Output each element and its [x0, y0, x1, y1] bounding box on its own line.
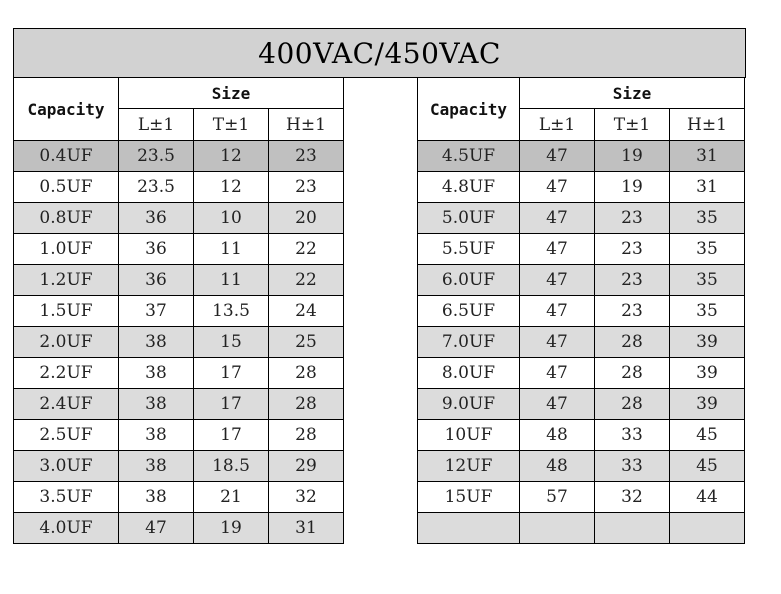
table-row — [418, 327, 745, 358]
table-row — [418, 358, 745, 389]
h-cell: 22 — [269, 265, 344, 296]
size-header: Size — [520, 78, 745, 109]
table-row — [14, 265, 344, 296]
l-cell: 47 — [520, 172, 595, 203]
table-row — [14, 513, 344, 544]
l-cell: 47 — [520, 203, 595, 234]
capacity-cell: 4.0UF — [14, 513, 119, 544]
l-header: L±1 — [520, 109, 595, 141]
capacity-cell: 8.0UF — [418, 358, 520, 389]
t-cell: 18.5 — [194, 451, 269, 482]
capacity-cell: 2.0UF — [14, 327, 119, 358]
capacity-cell: 2.5UF — [14, 420, 119, 451]
t-cell: 10 — [194, 203, 269, 234]
l-cell: 48 — [520, 451, 595, 482]
capacity-cell: 7.0UF — [418, 327, 520, 358]
t-cell: 19 — [595, 172, 670, 203]
capacity-cell: 2.2UF — [14, 358, 119, 389]
l-cell: 23.5 — [119, 141, 194, 172]
table-row — [418, 234, 745, 265]
l-cell: 38 — [119, 327, 194, 358]
l-cell: 38 — [119, 358, 194, 389]
empty-cell — [595, 513, 670, 544]
table-row — [14, 172, 344, 203]
table-row — [418, 420, 745, 451]
h-cell: 32 — [269, 482, 344, 513]
t-cell: 17 — [194, 389, 269, 420]
capacity-header: Capacity — [14, 78, 119, 141]
t-cell: 12 — [194, 172, 269, 203]
capacity-cell: 9.0UF — [418, 389, 520, 420]
t-cell: 28 — [595, 389, 670, 420]
t-cell: 17 — [194, 358, 269, 389]
capacity-cell: 1.2UF — [14, 265, 119, 296]
capacity-table-left — [13, 77, 344, 544]
table-row — [14, 296, 344, 327]
h-cell: 20 — [269, 203, 344, 234]
capacity-cell: 10UF — [418, 420, 520, 451]
capacity-cell: 1.0UF — [14, 234, 119, 265]
h-cell: 31 — [269, 513, 344, 544]
t-cell: 28 — [595, 327, 670, 358]
size-header: Size — [119, 78, 344, 109]
t-cell: 17 — [194, 420, 269, 451]
h-header: H±1 — [269, 109, 344, 141]
capacity-cell: 0.5UF — [14, 172, 119, 203]
l-cell: 47 — [520, 141, 595, 172]
t-cell: 12 — [194, 141, 269, 172]
t-cell: 19 — [595, 141, 670, 172]
table-row — [418, 451, 745, 482]
l-cell: 48 — [520, 420, 595, 451]
h-cell: 31 — [670, 172, 745, 203]
t-cell: 23 — [595, 296, 670, 327]
l-cell: 36 — [119, 203, 194, 234]
l-cell: 57 — [520, 482, 595, 513]
l-cell: 36 — [119, 265, 194, 296]
l-cell: 47 — [520, 389, 595, 420]
h-cell: 35 — [670, 296, 745, 327]
t-cell: 13.5 — [194, 296, 269, 327]
capacity-table-right — [417, 77, 745, 544]
l-header: L±1 — [119, 109, 194, 141]
empty-cell — [520, 513, 595, 544]
l-cell: 47 — [520, 327, 595, 358]
l-cell: 37 — [119, 296, 194, 327]
empty-cell — [670, 513, 745, 544]
h-cell: 23 — [269, 141, 344, 172]
capacity-cell: 5.0UF — [418, 203, 520, 234]
capacity-cell: 15UF — [418, 482, 520, 513]
h-cell: 45 — [670, 451, 745, 482]
t-cell: 15 — [194, 327, 269, 358]
capacity-cell: 3.0UF — [14, 451, 119, 482]
l-cell: 47 — [119, 513, 194, 544]
t-cell: 23 — [595, 265, 670, 296]
h-cell: 31 — [670, 141, 745, 172]
spec-sheet — [13, 28, 746, 558]
empty-row — [418, 513, 745, 544]
h-cell: 35 — [670, 234, 745, 265]
t-cell: 28 — [595, 358, 670, 389]
h-cell: 29 — [269, 451, 344, 482]
table-row — [418, 389, 745, 420]
h-cell: 39 — [670, 358, 745, 389]
t-header: T±1 — [595, 109, 670, 141]
h-cell: 25 — [269, 327, 344, 358]
h-cell: 24 — [269, 296, 344, 327]
capacity-cell: 0.4UF — [14, 141, 119, 172]
l-cell: 38 — [119, 420, 194, 451]
capacity-header: Capacity — [418, 78, 520, 141]
t-cell: 19 — [194, 513, 269, 544]
table-body — [14, 141, 344, 544]
table-row — [418, 172, 745, 203]
capacity-cell: 1.5UF — [14, 296, 119, 327]
table-row — [14, 203, 344, 234]
t-cell: 11 — [194, 234, 269, 265]
h-cell: 39 — [670, 327, 745, 358]
h-cell: 35 — [670, 203, 745, 234]
table-row — [14, 141, 344, 172]
l-cell: 47 — [520, 234, 595, 265]
table-row — [14, 327, 344, 358]
empty-cell — [418, 513, 520, 544]
capacity-cell: 3.5UF — [14, 482, 119, 513]
h-cell: 22 — [269, 234, 344, 265]
h-cell: 28 — [269, 420, 344, 451]
t-cell: 23 — [595, 234, 670, 265]
t-cell: 33 — [595, 451, 670, 482]
h-cell: 28 — [269, 389, 344, 420]
capacity-cell: 6.5UF — [418, 296, 520, 327]
capacity-cell: 4.8UF — [418, 172, 520, 203]
t-cell: 23 — [595, 203, 670, 234]
t-cell: 32 — [595, 482, 670, 513]
h-header: H±1 — [670, 109, 745, 141]
table-row — [418, 482, 745, 513]
l-cell: 47 — [520, 358, 595, 389]
l-cell: 23.5 — [119, 172, 194, 203]
table-row — [14, 389, 344, 420]
table-row — [418, 141, 745, 172]
table-row — [14, 420, 344, 451]
table-body — [418, 141, 745, 544]
h-cell: 45 — [670, 420, 745, 451]
table-row — [14, 482, 344, 513]
h-cell: 39 — [670, 389, 745, 420]
capacity-cell: 6.0UF — [418, 265, 520, 296]
capacity-cell: 2.4UF — [14, 389, 119, 420]
table-row — [418, 296, 745, 327]
capacity-cell: 0.8UF — [14, 203, 119, 234]
l-cell: 38 — [119, 451, 194, 482]
table-row — [14, 451, 344, 482]
l-cell: 47 — [520, 296, 595, 327]
l-cell: 38 — [119, 389, 194, 420]
l-cell: 36 — [119, 234, 194, 265]
table-row — [418, 203, 745, 234]
h-cell: 23 — [269, 172, 344, 203]
capacity-cell: 12UF — [418, 451, 520, 482]
table-row — [14, 358, 344, 389]
h-cell: 28 — [269, 358, 344, 389]
capacity-cell: 4.5UF — [418, 141, 520, 172]
t-cell: 33 — [595, 420, 670, 451]
h-cell: 35 — [670, 265, 745, 296]
page-title: 400VAC/450VAC — [13, 28, 746, 78]
table-row — [418, 265, 745, 296]
table-row — [14, 234, 344, 265]
t-header: T±1 — [194, 109, 269, 141]
t-cell: 11 — [194, 265, 269, 296]
h-cell: 44 — [670, 482, 745, 513]
l-cell: 38 — [119, 482, 194, 513]
t-cell: 21 — [194, 482, 269, 513]
capacity-cell: 5.5UF — [418, 234, 520, 265]
l-cell: 47 — [520, 265, 595, 296]
